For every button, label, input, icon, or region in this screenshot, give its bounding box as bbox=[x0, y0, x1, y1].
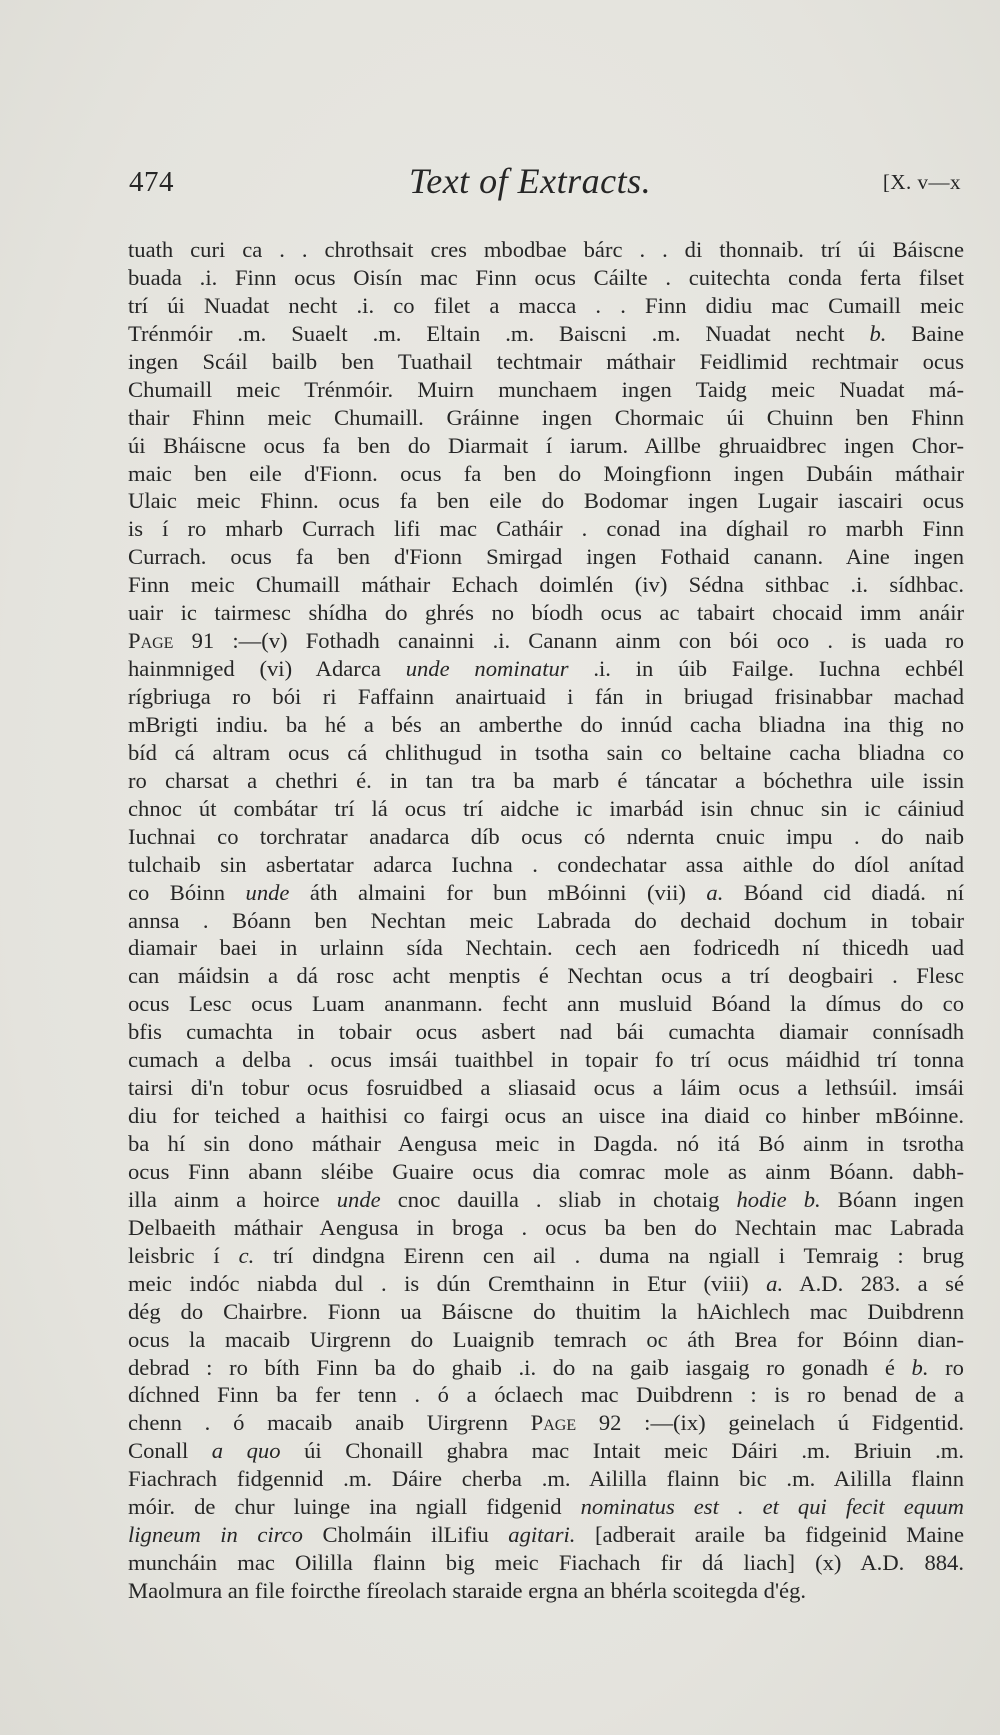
italic-text: b. bbox=[803, 1186, 821, 1212]
text-segment: Cholmáin ilLifiu bbox=[302, 1522, 509, 1548]
text-segment: leisbric í bbox=[128, 1242, 239, 1268]
text-segment: ingen Scáil bailb ben Tuathail techtmair máthair Feidlimid rechtmair ocus bbox=[128, 348, 964, 374]
text-line bbox=[128, 1521, 964, 1549]
text-line bbox=[128, 460, 964, 488]
text-segment: trí dindgna Eirenn cen ail . duma na ngiall i Temraig : brug bbox=[254, 1242, 964, 1268]
text-segment: Conall bbox=[128, 1438, 212, 1464]
text-segment: muncháin mac Oililla flainn big meic Fiachach fir dá liach] (x) A.D. 884. bbox=[128, 1550, 964, 1576]
text-segment: Fiachrach fidgennid .m. Dáire cherba .m. Aililla flainn bic .m. Aililla flainn bbox=[128, 1466, 964, 1492]
text-line bbox=[128, 571, 964, 599]
text-line bbox=[128, 1465, 964, 1493]
text-line bbox=[128, 1577, 964, 1605]
text-line bbox=[128, 236, 964, 264]
text-segment: ocus la macaib Uirgrenn do Luaignib temrach oc áth Brea for Bóinn dian- bbox=[128, 1326, 964, 1352]
text-line bbox=[128, 376, 964, 404]
text-line bbox=[128, 934, 964, 962]
text-line bbox=[128, 1074, 964, 1102]
italic-text: unde bbox=[245, 879, 290, 905]
text-segment: meic indóc niabda dul . is dún Cremthainn in Etur (viii) bbox=[128, 1270, 767, 1296]
text-line bbox=[128, 1298, 964, 1326]
text-segment: annsa . Bóann ben Nechtan meic Labrada do dechaid dochum in tobair bbox=[128, 907, 964, 933]
text-segment: Baine bbox=[886, 320, 964, 346]
text-line bbox=[128, 599, 964, 627]
text-line bbox=[128, 739, 964, 767]
text-segment: ro bbox=[928, 1354, 964, 1380]
italic-text: agitari. bbox=[508, 1522, 576, 1548]
italic-text: c. bbox=[238, 1242, 255, 1268]
text-segment: [adberait araile ba fidgeinid Maine bbox=[575, 1522, 965, 1548]
page-number: 474 bbox=[129, 166, 174, 198]
text-line bbox=[128, 1409, 964, 1437]
italic-text: a. bbox=[766, 1270, 784, 1296]
text-segment: trí úi Nuadat necht .i. co filet a macca . . Finn didiu mac Cumaill meic bbox=[128, 292, 964, 318]
text-segment: Maolmura an file foircthe fíreolach staraide ergna an bhérla scoitegda d'ég. bbox=[128, 1578, 807, 1603]
text-segment: bíd cá altram ocus cá chlithugud in tsotha sain co beltaine cacha bliadna co bbox=[128, 739, 964, 765]
text-line bbox=[128, 1437, 964, 1465]
text-line bbox=[128, 1102, 964, 1130]
text-segment: Delbaeith máthair Aengusa in broga . ocus ba ben do Nechtain mac Labrada bbox=[128, 1214, 964, 1240]
text-line bbox=[128, 1214, 964, 1242]
text-segment: cnoc dauilla . sliab in chotaig bbox=[380, 1186, 737, 1212]
text-segment: Finn meic Chumaill máthair Echach doimlén (iv) Sédna sithbac .i. sídhbac. bbox=[128, 572, 964, 598]
text-segment: móir. de chur luinge ina ngiall fidgenid bbox=[128, 1494, 581, 1520]
italic-text: unde bbox=[336, 1186, 381, 1212]
text-segment: Currach. ocus fa ben d'Fionn Smirgad ingen Fothaid canann. Aine ingen bbox=[128, 544, 964, 570]
text-line bbox=[128, 711, 964, 739]
text-line bbox=[128, 348, 964, 376]
text-line bbox=[128, 1046, 964, 1074]
text-line bbox=[128, 292, 964, 320]
text-segment: maic ben eile d'Fionn. ocus fa ben do Moingfionn ingen Dubáin máthair bbox=[128, 460, 964, 486]
text-segment: can máidsin a dá rosc acht menptis é Nechtan ocus a trí deogbairi . Flesc bbox=[128, 963, 964, 989]
text-line bbox=[128, 404, 964, 432]
text-segment: tuath curi ca . . chrothsait cres mbodbae bárc . . di thonnaib. trí úi Báiscne bbox=[128, 237, 964, 262]
text-segment: 91 :—(v) Fothadh canainni .i. Canann ainm con bói oco . is uada ro bbox=[173, 628, 964, 654]
text-line bbox=[128, 1018, 964, 1046]
text-line bbox=[128, 543, 964, 571]
text-line bbox=[128, 1270, 964, 1298]
text-line bbox=[128, 1158, 964, 1186]
text-segment: 92 :—(ix) geinelach ú Fidgentid. bbox=[576, 1410, 964, 1436]
text-segment: Iuchnai co torchratar anadarca díb ocus có ndernta cnuic impu . do naib bbox=[128, 823, 964, 849]
text-segment: diamair baei in urlainn sída Nechtain. cech aen fodricedh ní thicedh uad bbox=[128, 935, 964, 961]
text-line bbox=[128, 1493, 964, 1521]
text-segment: chnoc út combátar trí lá ocus trí aidche ic imarbád isin chnuc sin ic cáiniud bbox=[128, 795, 964, 821]
text-line bbox=[128, 655, 964, 683]
text-line bbox=[128, 1381, 964, 1409]
text-segment: ro charsat a chethri é. in tan tra ba marb é táncatar a bóchethra uile issin bbox=[128, 767, 964, 793]
text-line bbox=[128, 515, 964, 543]
text-segment: dég do Chairbre. Fionn ua Báiscne do thuitim la hAichlech mac Duibdrenn bbox=[128, 1298, 964, 1324]
text-line bbox=[128, 627, 964, 655]
running-title: Text of Extracts. bbox=[409, 161, 652, 201]
italic-text: hodie bbox=[736, 1186, 787, 1212]
italic-text: b. bbox=[911, 1354, 929, 1380]
text-line bbox=[128, 1354, 964, 1382]
section-reference: [X. v—x bbox=[882, 170, 961, 194]
text-line bbox=[128, 487, 964, 515]
text-line bbox=[128, 320, 964, 348]
italic-text: unde nominatur bbox=[405, 656, 569, 682]
text-segment: buada .i. Finn ocus Oisín mac Finn ocus Cáilte . cuitechta conda ferta filset bbox=[128, 264, 964, 290]
italic-text: a quo bbox=[211, 1438, 281, 1464]
text-segment: illa ainm a hoirce bbox=[128, 1186, 337, 1212]
text-segment: ocus Lesc ocus Luam ananmann. fecht ann musluid Bóand la dímus do co bbox=[128, 991, 964, 1017]
text-segment: tairsi di'n tobur ocus fosruidbed a sliasaid ocus a láim ocus a lethsúil. imsái bbox=[128, 1075, 964, 1101]
page-header bbox=[129, 160, 961, 210]
text-line bbox=[128, 264, 964, 292]
italic-text: b. bbox=[869, 320, 887, 346]
text-segment: Ulaic meic Fhinn. ocus fa ben eile do Bodomar ingen Lugair iascairi ocus bbox=[128, 488, 964, 514]
text-segment: hainmniged (vi) Adarca bbox=[128, 656, 406, 682]
text-segment: .i. in úib Failge. Iuchna echbél bbox=[568, 656, 964, 682]
text-segment: úi Bháiscne ocus fa ben do Diarmait í iarum. Aillbe ghruaidbrec ingen Chor- bbox=[128, 432, 964, 458]
text-segment: áth almaini for bun mBóinni (vii) bbox=[289, 879, 707, 905]
text-segment: Chumaill meic Trénmóir. Muirn munchaem ingen Taidg meic Nuadat má- bbox=[128, 376, 964, 402]
text-line bbox=[128, 1130, 964, 1158]
text-line bbox=[128, 1242, 964, 1270]
small-caps-text: Page bbox=[128, 628, 174, 654]
text-line bbox=[128, 1549, 964, 1577]
text-segment: cumach a delba . ocus imsái tuaithbel in topair fo trí ocus máidhid trí tonna bbox=[128, 1047, 964, 1073]
text-line bbox=[128, 851, 964, 879]
text-segment: rígbriuga ro bói ri Faffainn anairtuaid i fán in briugad frisinabbar machad bbox=[128, 684, 964, 709]
text-line bbox=[128, 962, 964, 990]
small-caps-text: Page bbox=[530, 1410, 577, 1436]
text-segment: mBrigti indiu. ba hé a bés an amberthe do innúd cacha bliadna ina thig no bbox=[128, 711, 964, 737]
text-segment: A.D. 283. a sé bbox=[783, 1270, 964, 1296]
text-segment: tulchaib sin asbertatar adarca Iuchna . condechatar assa aithle do díol anítad bbox=[128, 851, 964, 877]
text-segment: Bóann ingen bbox=[820, 1186, 964, 1212]
italic-text: nominatus est . et qui fecit equum bbox=[580, 1494, 964, 1520]
text-line bbox=[128, 795, 964, 823]
text-segment: díchned Finn ba fer tenn . ó a óclaech mac Duibdrenn : is ro benad de a bbox=[128, 1382, 964, 1408]
text-segment bbox=[787, 1187, 804, 1212]
text-segment: is í ro mharb Currach lifi mac Catháir . conad ina díghail ro marbh Finn bbox=[128, 516, 964, 542]
italic-text: a. bbox=[706, 879, 724, 905]
text-segment: diu for teiched a haithisi co fairgi ocus an uisce ina diaid co hinber mBóinne. bbox=[128, 1103, 964, 1129]
text-line bbox=[128, 767, 964, 795]
text-segment: Trénmóir .m. Suaelt .m. Eltain .m. Baiscni .m. Nuadat necht bbox=[128, 320, 870, 346]
text-line bbox=[128, 683, 964, 711]
text-line bbox=[128, 1186, 964, 1214]
text-segment: bfis cumachta in tobair ocus asbert nad bái cumachta diamair connísadh bbox=[128, 1019, 964, 1045]
text-segment: chenn . ó macaib anaib Uirgrenn bbox=[128, 1410, 531, 1436]
text-line bbox=[128, 990, 964, 1018]
text-segment: ocus Finn abann sléibe Guaire ocus dia comrac mole as ainm Bóann. dabh- bbox=[128, 1158, 964, 1184]
italic-text: ligneum in circo bbox=[128, 1522, 303, 1548]
text-segment: uair ic tairmesc shídha do ghrés no bíodh ocus ac tabairt chocaid imm anáir bbox=[128, 600, 964, 626]
text-segment: Bóand cid diadá. ní bbox=[723, 879, 964, 905]
text-segment: thair Fhinn meic Chumaill. Gráinne ingen Chormaic úi Chuinn ben Fhinn bbox=[128, 404, 964, 430]
text-segment: debrad : ro bíth Finn ba do ghaib .i. do na gaib iasgaig ro gonadh é bbox=[128, 1354, 912, 1380]
body-text bbox=[128, 236, 964, 1605]
text-line bbox=[128, 907, 964, 935]
text-line bbox=[128, 432, 964, 460]
text-segment: ba hí sin dono máthair Aengusa meic in Dagda. nó itá Bó ainm in tsrotha bbox=[128, 1131, 964, 1156]
text-line bbox=[128, 1326, 964, 1354]
text-segment: co Bóinn bbox=[128, 879, 246, 905]
text-line bbox=[128, 879, 964, 907]
text-line bbox=[128, 823, 964, 851]
text-segment: úi Chonaill ghabra mac Intait meic Dáiri .m. Briuin .m. bbox=[280, 1438, 964, 1464]
